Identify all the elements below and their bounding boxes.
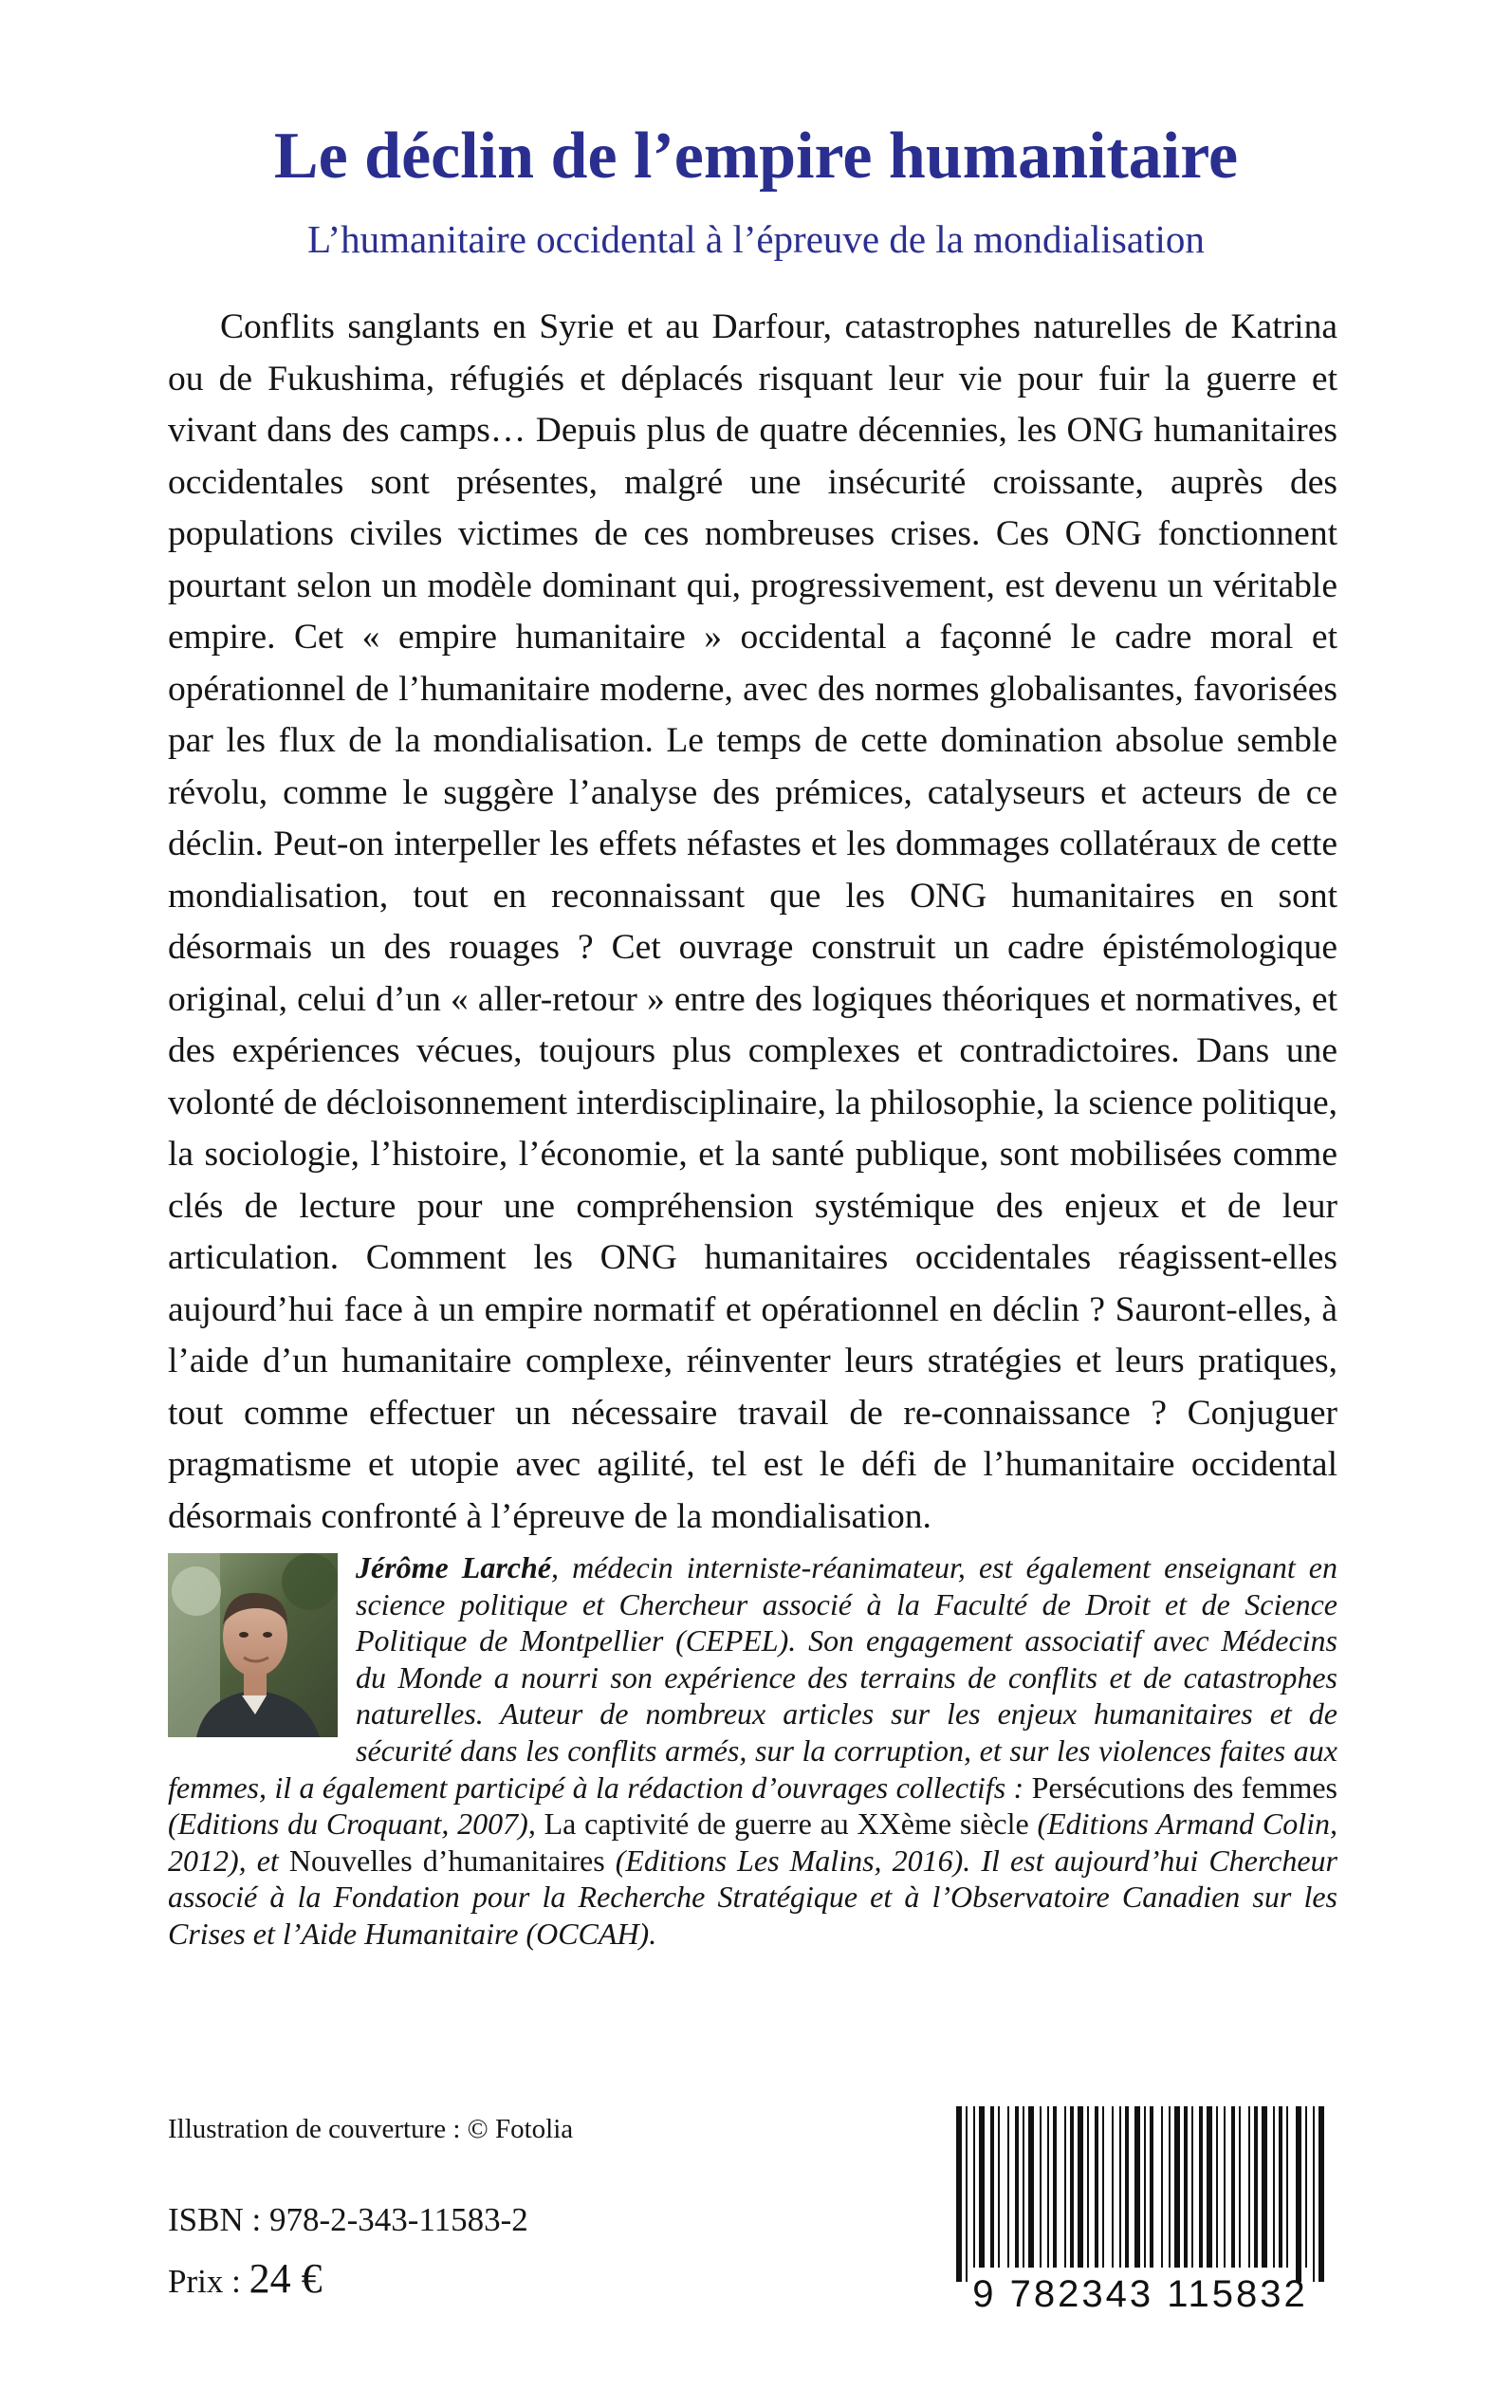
barcode-bar [1134,2106,1140,2268]
barcode-bar [1150,2106,1153,2268]
barcode-bar [1169,2106,1171,2268]
barcode-bar [1296,2106,1301,2282]
book-title: Le déclin de l’empire humanitaire [273,120,1239,193]
barcode-bar [1239,2106,1241,2268]
barcode-bar [956,2106,962,2282]
barcode-bar [1273,2106,1275,2268]
barcode-bar [1028,2106,1034,2268]
barcode-bar [1262,2106,1267,2268]
barcode-bar [1023,2106,1024,2268]
cover-credit: Illustration de couverture : © Fotolia [168,2114,574,2144]
barcode-bar [1184,2106,1188,2268]
barcode-bar [1102,2106,1104,2268]
barcode-bar [1144,2106,1146,2268]
barcode-bar [1199,2106,1203,2268]
barcode-bar [1078,2106,1083,2268]
barcode-bar [973,2106,975,2268]
barcode-bar [1053,2106,1057,2268]
barcode-bar [1015,2106,1019,2268]
summary-paragraph: Conflits sanglants en Syrie et au Darfour, catastrophes naturelles de Katrina ou de Fukushima, réfugiés et déplacés risquant leur vie pour fuir la guerre et vivant dans des camps… Depuis plus de quatre décennies, les ONG humanitaires occidentales sont présentes, malgré une insécurité croissante, auprès des populations civiles victimes de ces nombreuses crises. Ces ONG fonctionnent pourtant selon un modèle dominant qui, progressivement, est devenu un véritable empire. Cet « empire humanitaire » occidental a façonné le cadre moral et opérationnel de l’humanitaire moderne, avec des normes globalisantes, favorisées par les flux de la mondialisation. Le temps de cette domination absolue semble révolu, comme le suggère l’analyse des prémices, catalyseurs et acteurs de ce déclin. Peut-on interpeller les effets néfastes et les dommages collatéraux de cette mondialisation, tout en reconnaissant que les ONG humanitaires en sont désormais un des rouages ? Cet ouvrage construit un cadre épistémologique original, celui d’un « aller-retour » entre des logiques théoriques et normatives, et des expériences vécues, toujours plus complexes et contradictoires. Dans une volonté de décloisonnement interdisciplinaire, la philosophie, la science politique, la sociologie, l’histoire, l’économie, et la santé publique, sont mobilisées comme clés de lecture pour une compréhension systémique des enjeux et de leur articulation. Comment les ONG humanitaires occidentales réagissent-elles aujourd’hui face à un empire normatif et opérationnel en déclin ? Sauront-elles, à l’aide d’un humanitaire complexe, réinventer leurs stratégies et leurs pratiques, tout comme effectuer un nécessaire travail de re-connaissance ? Conjuguer pragmatisme et utopie avec agilité, tel est le défi de l’humanitaire occidental désormais confronté à l’épreuve de la mondialisation. [168,307,1337,1536]
barcode-bar [1279,2106,1282,2268]
barcode-bar [1248,2106,1250,2268]
barcode-bar [1216,2106,1218,2268]
barcode-bar [1161,2106,1163,2268]
barcode-bar [1286,2106,1288,2268]
author-bio [168,1549,1337,1953]
photo-spacer [168,1549,356,1735]
barcode-bar [1231,2106,1235,2268]
price [168,2254,323,2303]
book-subtitle: L’humanitaire occidental à l’épreuve de la mondialisation [307,217,1205,261]
barcode-bar [1191,2106,1193,2268]
isbn: ISBN : 978-2-343-11583-2 [168,2201,528,2238]
barcode-bar [990,2106,994,2268]
author-name: Jérôme Larché [356,1550,552,1584]
barcode-bar [966,2106,968,2282]
publisher-1: (Editions du Croquant, 2007), [168,1806,544,1842]
barcode-bar [1207,2106,1212,2268]
book-title-2: La captivité de guerre au XXème siècle [544,1806,1029,1842]
barcode-bar [1007,2106,1009,2268]
barcode-bar [1318,2106,1324,2282]
barcode-bar [1254,2106,1258,2268]
price-label: Prix : [168,2263,249,2300]
barcode-digits: 9 782343 115832 [972,2273,1308,2315]
barcode-bar [1224,2106,1226,2268]
barcode-bar [1125,2106,1129,2268]
author-bio-part-1: , médecin interniste-réanimateur, est également enseignant en science politique et Chercheur associé à la Faculté de Droit et de Science Politique de Montpellier (CEPEL). Son engagement associatif avec Médecins du Monde a nourri son expérience des terrains de conflits et de catastrophes naturelles. Auteur de nombreux articles sur les enjeux humanitaires et de sécurité dans les conflits armés, sur la corruption, et sur les violences faites aux femmes, il a également participé à la rédaction d’ouvrages collectifs : [168,1550,1338,1805]
barcode-bar [1119,2106,1121,2268]
book-title-1: Persécutions des femmes [1031,1769,1338,1805]
summary-text [168,302,1337,1543]
price-value: 24 € [249,2255,323,2302]
book-title-3: Nouvelles d’humanitaires [288,1843,605,1878]
barcode-bar [1064,2106,1066,2268]
barcode-bar [1313,2106,1315,2282]
barcode-bar [1095,2106,1098,2268]
publisher-2: (Editions Armand Colin, 2012), et [168,1806,1338,1878]
barcode-bar [1040,2106,1042,2268]
barcode-bar [1047,2106,1049,2268]
barcode-bar [998,2106,1000,2268]
barcode-bar [979,2106,985,2268]
barcode-bar [1087,2106,1089,2268]
author-bio-part-2: (Editions Les Malins, 2016). Il est aujourd’hui Chercheur associé à la Fondation pour la Recherche Stratégique et à l’Observatoire Canadien sur les Crises et l’Aide Humanitaire (OCCAH). [168,1843,1338,1951]
barcode-bar [1070,2106,1074,2268]
barcode-bar [1305,2106,1307,2268]
barcode-bar [1174,2106,1180,2268]
barcode-bar [1112,2106,1114,2268]
